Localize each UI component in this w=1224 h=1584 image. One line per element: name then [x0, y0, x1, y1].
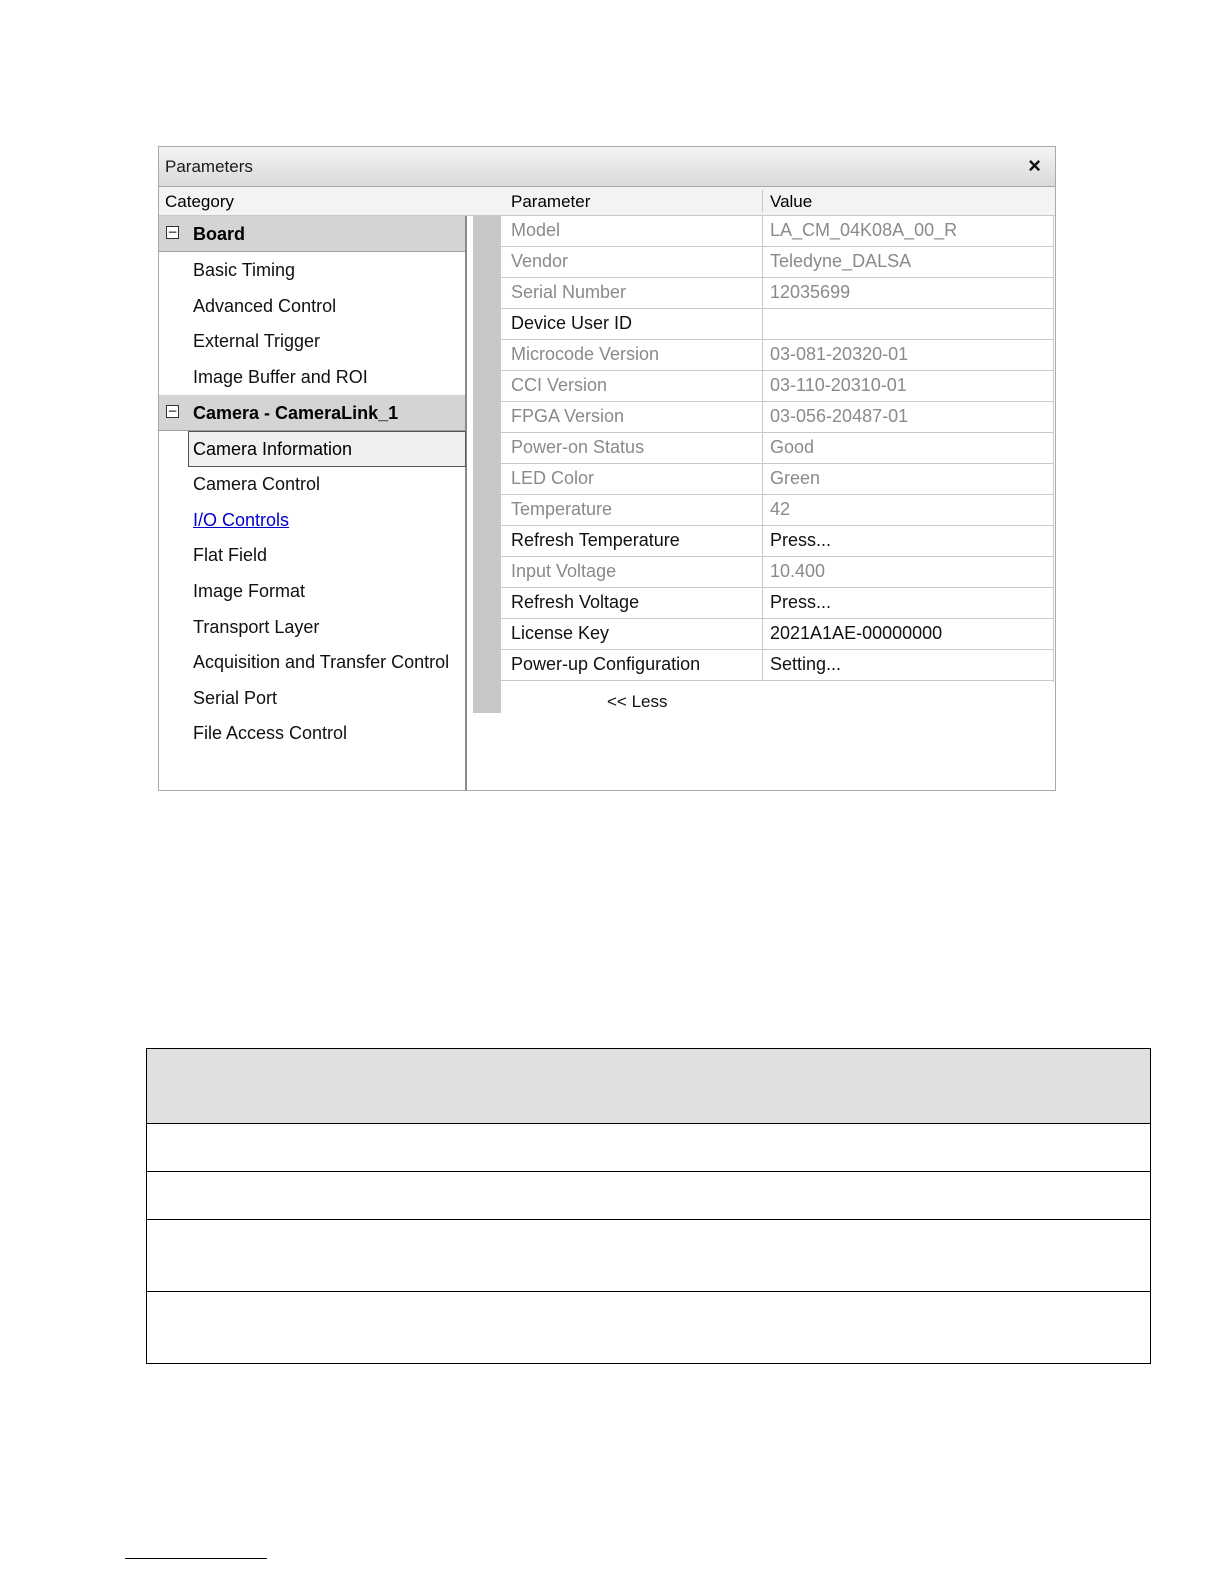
- param-name: Temperature: [511, 499, 613, 519]
- tree-item-io-controls[interactable]: I/O Controls: [193, 510, 290, 530]
- header-divider[interactable]: [762, 190, 763, 212]
- param-value: 42: [770, 499, 791, 519]
- table-row: [147, 1220, 1151, 1292]
- param-value: Good: [770, 437, 815, 457]
- param-value: LA_CM_04K08A_00_R: [770, 220, 958, 240]
- cell-divider: [762, 526, 763, 556]
- table-row: [147, 1292, 1151, 1364]
- param-name: Device User ID: [511, 313, 633, 333]
- tree-group-camera[interactable]: [159, 395, 465, 431]
- param-value: 10.400: [770, 561, 826, 581]
- cell-divider: [762, 650, 763, 680]
- param-name: Power-on Status: [511, 437, 645, 457]
- cell-divider: [762, 371, 763, 401]
- param-row-power-on-status: [501, 433, 1053, 464]
- table-cell: [147, 1172, 1151, 1220]
- table-row: [147, 1124, 1151, 1172]
- refresh-temperature-button[interactable]: Press...: [770, 530, 832, 550]
- cell-divider: [762, 464, 763, 494]
- cell-divider: [762, 588, 763, 618]
- grid-gutter: [473, 216, 501, 713]
- param-name: Refresh Temperature: [511, 530, 680, 550]
- param-row-license-key[interactable]: [501, 619, 1053, 650]
- tree-group-board[interactable]: [159, 216, 465, 252]
- parameters-window: [158, 146, 1056, 791]
- param-name: Input Voltage: [511, 561, 617, 581]
- cell-divider: [762, 557, 763, 587]
- parameter-header: Parameter: [511, 192, 591, 211]
- collapse-icon[interactable]: −: [167, 404, 178, 418]
- param-name: Microcode Version: [511, 344, 660, 364]
- table-cell: [147, 1292, 1151, 1364]
- param-row-input-voltage: [501, 557, 1053, 588]
- param-row-serial-number: [501, 278, 1053, 309]
- param-value: 03-110-20310-01: [770, 375, 907, 395]
- tree-group-label: Board: [193, 224, 246, 244]
- param-row-device-user-id[interactable]: [501, 309, 1053, 340]
- param-name: Model: [511, 220, 561, 240]
- param-row-refresh-voltage[interactable]: [501, 588, 1053, 619]
- tree-item-label: Camera Information: [193, 439, 353, 459]
- cell-divider: [762, 216, 763, 246]
- param-row-microcode-version: [501, 340, 1053, 371]
- column-headers: [159, 187, 1055, 216]
- table-cell: [147, 1220, 1151, 1292]
- param-name: Refresh Voltage: [511, 592, 640, 612]
- param-value: 03-056-20487-01: [770, 406, 909, 426]
- cell-divider: [762, 247, 763, 277]
- table-header-row: [147, 1049, 1151, 1124]
- param-row-cci-version: [501, 371, 1053, 402]
- param-name: CCI Version: [511, 375, 608, 395]
- tree-item-transport-layer[interactable]: Transport Layer: [193, 617, 320, 637]
- cell-divider: [762, 495, 763, 525]
- param-row-vendor: [501, 247, 1053, 278]
- refresh-voltage-button[interactable]: Press...: [770, 592, 832, 612]
- param-name: LED Color: [511, 468, 595, 488]
- param-name: Serial Number: [511, 282, 627, 302]
- tree-item-basic-timing[interactable]: Basic Timing: [193, 260, 296, 280]
- power-up-configuration-button[interactable]: Setting...: [770, 654, 842, 674]
- parameter-grid: [473, 216, 1055, 791]
- param-name: Vendor: [511, 251, 569, 271]
- param-row-refresh-temperature[interactable]: [501, 526, 1053, 557]
- param-row-temperature: [501, 495, 1053, 526]
- param-name: Power-up Configuration: [511, 654, 701, 674]
- cell-divider: [762, 619, 763, 649]
- tree-item-external-trigger[interactable]: External Trigger: [193, 331, 321, 351]
- license-key-input[interactable]: 2021A1AE-00000000: [770, 623, 943, 643]
- cell-divider: [762, 402, 763, 432]
- value-header: Value: [770, 192, 813, 211]
- tree-item-serial-port[interactable]: Serial Port: [193, 688, 278, 708]
- cell-divider: [762, 433, 763, 463]
- param-value: Green: [770, 468, 821, 488]
- category-header: Category: [165, 192, 234, 211]
- tree-item-file-access-control[interactable]: File Access Control: [193, 723, 348, 743]
- param-value: 12035699: [770, 282, 851, 302]
- tree-item-advanced-control[interactable]: Advanced Control: [193, 296, 337, 316]
- param-name: License Key: [511, 623, 610, 643]
- table-row: [147, 1172, 1151, 1220]
- document-table: [146, 1048, 1151, 1364]
- param-row-led-color: [501, 464, 1053, 495]
- close-icon[interactable]: ×: [1028, 153, 1041, 178]
- tree-item-flat-field[interactable]: Flat Field: [193, 545, 268, 565]
- table-cell: [147, 1049, 1151, 1124]
- tree-group-label: Camera - CameraLink_1: [193, 403, 399, 423]
- param-value: Teledyne_DALSA: [770, 251, 912, 271]
- table-cell: [147, 1124, 1151, 1172]
- cell-divider: [762, 309, 763, 339]
- tree-item-camera-information[interactable]: [188, 431, 466, 467]
- window-title: Parameters: [165, 157, 253, 176]
- less-button[interactable]: << Less: [607, 692, 668, 711]
- tree-item-acquisition-transfer-control[interactable]: Acquisition and Transfer Control: [193, 652, 450, 672]
- tree-item-image-format[interactable]: Image Format: [193, 581, 306, 601]
- param-row-fpga-version: [501, 402, 1053, 433]
- param-row-model: [501, 216, 1053, 247]
- param-row-power-up-configuration[interactable]: [501, 650, 1053, 681]
- window-titlebar: [159, 147, 1055, 187]
- tree-item-camera-control[interactable]: Camera Control: [193, 474, 321, 494]
- collapse-icon[interactable]: −: [167, 225, 178, 239]
- cell-divider: [762, 340, 763, 370]
- tree-item-image-buffer-roi[interactable]: Image Buffer and ROI: [193, 367, 368, 387]
- param-value: 03-081-20320-01: [770, 344, 909, 364]
- footnote-separator: [125, 1558, 267, 1559]
- cell-divider: [762, 278, 763, 308]
- param-name: FPGA Version: [511, 406, 625, 426]
- category-tree: [159, 216, 467, 791]
- grid-border: [1053, 216, 1054, 682]
